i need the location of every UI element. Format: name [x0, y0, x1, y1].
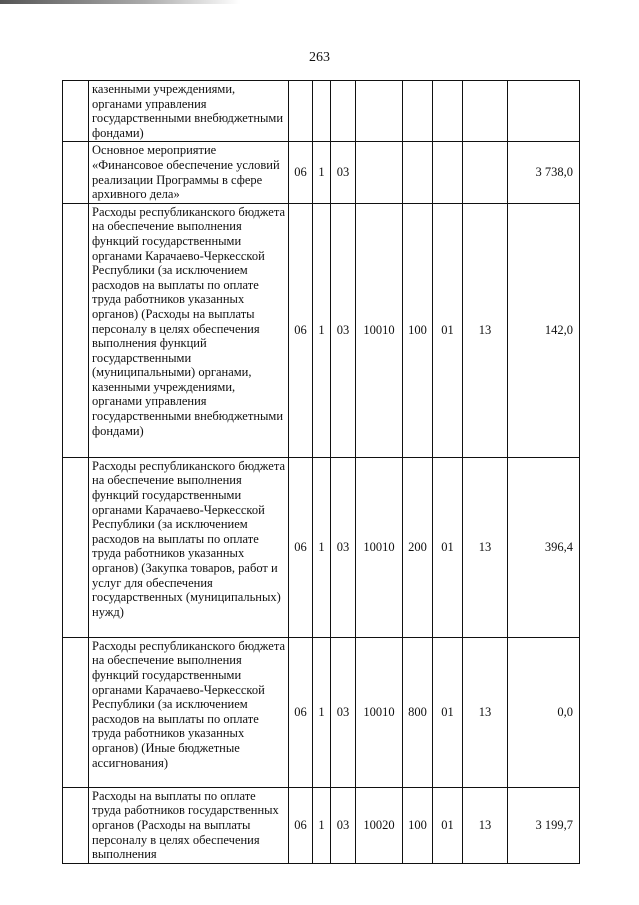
row-name-cell: Основное мероприятие «Финансовое обеспечение условий реализации Программы в сфере архивного дела» — [89, 142, 289, 203]
blank-cell — [63, 142, 89, 203]
subprogram-code-cell: 1 — [313, 203, 331, 457]
budget-table — [62, 80, 580, 864]
blank-cell — [63, 787, 89, 863]
row-name-cell: Расходы республиканского бюджета на обеспечение выполнения функций государственными органами Карачаево-Черкесской Республики (за исключением расходов на выплаты по оплате труда работников указанных органов) (Расходы на выплаты персоналу в целях обеспечения выполнения функций государственными (муниципальными) органами, казенными учреждениями, органами управления государственными внебюджетными фондами) — [89, 203, 289, 457]
main-activity-code-cell — [331, 81, 356, 142]
main-activity-code-cell: 03 — [331, 203, 356, 457]
table-row — [63, 457, 580, 637]
direction-code-cell: 10010 — [356, 637, 403, 787]
program-code-cell: 06 — [289, 203, 313, 457]
direction-code-cell — [356, 142, 403, 203]
section-cell: 01 — [433, 203, 463, 457]
amount-cell — [508, 81, 580, 142]
program-code-cell: 06 — [289, 142, 313, 203]
subsection-cell: 13 — [463, 637, 508, 787]
section-cell: 01 — [433, 787, 463, 863]
row-name-cell: Расходы республиканского бюджета на обеспечение выполнения функций государственными органами Карачаево-Черкесской Республики (за исключением расходов на выплаты по оплате труда работников указанных органов) (Закупка товаров, работ и услуг для обеспечения государственных (муниципальных) нужд) — [89, 457, 289, 637]
expense-type-cell: 200 — [403, 457, 433, 637]
main-activity-code-cell: 03 — [331, 787, 356, 863]
section-cell — [433, 142, 463, 203]
direction-code-cell: 10010 — [356, 457, 403, 637]
amount-cell: 3 199,7 — [508, 787, 580, 863]
program-code-cell — [289, 81, 313, 142]
program-code-cell: 06 — [289, 787, 313, 863]
subsection-cell: 13 — [463, 787, 508, 863]
subsection-cell — [463, 142, 508, 203]
section-cell: 01 — [433, 457, 463, 637]
subprogram-code-cell: 1 — [313, 637, 331, 787]
subprogram-code-cell: 1 — [313, 142, 331, 203]
direction-code-cell: 10020 — [356, 787, 403, 863]
amount-cell: 142,0 — [508, 203, 580, 457]
table-row — [63, 787, 580, 863]
table-row — [63, 637, 580, 787]
row-name-cell: Расходы республиканского бюджета на обеспечение выполнения функций государственными органами Карачаево-Черкесской Республики (за исключением расходов на выплаты по оплате труда работников указанных органов) (Иные бюджетные ассигнования) — [89, 637, 289, 787]
subprogram-code-cell: 1 — [313, 787, 331, 863]
scan-edge — [0, 0, 240, 4]
amount-cell: 0,0 — [508, 637, 580, 787]
row-name-cell: Расходы на выплаты по оплате труда работников государственных органов (Расходы на выплаты персоналу в целях обеспечения выполнения — [89, 787, 289, 863]
main-activity-code-cell: 03 — [331, 637, 356, 787]
subprogram-code-cell — [313, 81, 331, 142]
subsection-cell — [463, 81, 508, 142]
expense-type-cell: 800 — [403, 637, 433, 787]
blank-cell — [63, 81, 89, 142]
main-activity-code-cell: 03 — [331, 457, 356, 637]
expense-type-cell: 100 — [403, 203, 433, 457]
amount-cell: 396,4 — [508, 457, 580, 637]
direction-code-cell — [356, 81, 403, 142]
section-cell: 01 — [433, 637, 463, 787]
blank-cell — [63, 637, 89, 787]
direction-code-cell: 10010 — [356, 203, 403, 457]
page-number: 263 — [309, 50, 330, 65]
amount-cell: 3 738,0 — [508, 142, 580, 203]
section-cell — [433, 81, 463, 142]
blank-cell — [63, 457, 89, 637]
expense-type-cell: 100 — [403, 787, 433, 863]
expense-type-cell — [403, 81, 433, 142]
table-row — [63, 142, 580, 203]
row-name-cell: казенными учреждениями, органами управления государственными внебюджетными фондами) — [89, 81, 289, 142]
program-code-cell: 06 — [289, 457, 313, 637]
subsection-cell: 13 — [463, 457, 508, 637]
subprogram-code-cell: 1 — [313, 457, 331, 637]
expense-type-cell — [403, 142, 433, 203]
program-code-cell: 06 — [289, 637, 313, 787]
main-activity-code-cell: 03 — [331, 142, 356, 203]
table-row — [63, 81, 580, 142]
subsection-cell: 13 — [463, 203, 508, 457]
blank-cell — [63, 203, 89, 457]
table-row — [63, 203, 580, 457]
